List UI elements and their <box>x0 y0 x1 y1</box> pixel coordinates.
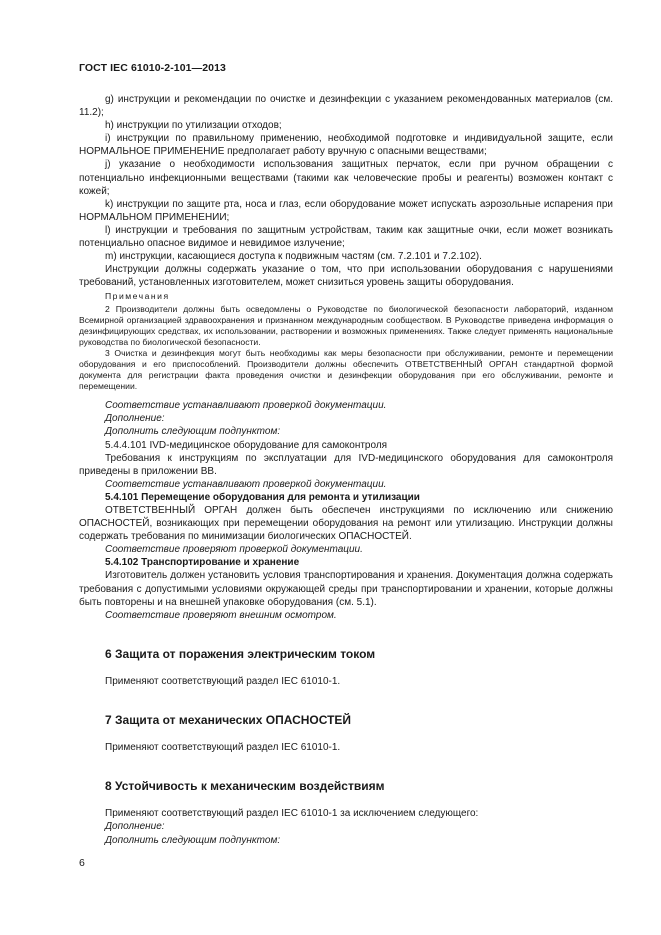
subclause-5-4-4-101-title: 5.4.4.101 IVD-медицинское оборудование для самоконтроля <box>105 439 388 451</box>
document-header: ГОСТ IEC 61010-2-101—2013 <box>79 62 226 74</box>
item-l: l) инструкции и требования по защитным устройствам, таким как защитные очки, если может возникать потенциально опасное видимое и невидимое излучение; <box>79 224 613 250</box>
item-k: k) инструкции по защите рта, носа и глаз, если оборудование может испускать аэрозольные испарения при НОРМАЛЬНОМ ПРИМЕНЕНИИ; <box>79 198 613 223</box>
subclause-5-4-4-101-text: Требования к инструкциям по эксплуатации для IVD-медицинского оборудования для самоконтроля приведены в приложении ВВ. <box>79 452 613 477</box>
note-2: 2 Производители должны быть осведомлены о Руководстве по биологической безопасности лабораторий, изданном Всемирной организацией здравоохранения и признанном международным сообществом. В Руководстве приведена информация о дезинфицирующих средствах, их использовании, растворении и возможных применениях. Также следует применять национальные руководства по биологической безопасности. <box>79 303 613 347</box>
section-8-addition-label: Дополнение: <box>105 821 165 833</box>
compliance-documentation-2: Соответствие устанавливают проверкой документации. <box>105 478 387 490</box>
item-m: m) инструкции, касающиеся доступа к подвижным частям (см. 7.2.101 и 7.2.102). <box>105 251 482 263</box>
section-6-text: Применяют соответствующий раздел IEC 61010-1. <box>105 675 341 687</box>
instructions-warning: Инструкции должны содержать указание о том, что при использовании оборудования с нарушениями требований, установленных изготовителем, может снизиться уровень защиты оборудования. <box>79 264 613 289</box>
addition-label: Дополнение: <box>105 413 165 425</box>
section-8-text: Применяют соответствующий раздел IEC 61010-1 за исключением следующего: <box>105 808 479 820</box>
document-content <box>79 93 613 847</box>
notes-block <box>79 291 613 392</box>
section-8-add-subclause: Дополнить следующим подпунктом: <box>105 834 281 846</box>
subclause-5-4-102-title: 5.4.102 Транспортирование и хранение <box>105 557 300 569</box>
note-3: 3 Очистка и дезинфекция могут быть необходимы как меры безопасности при обслуживании, ремонте и перемещении оборудования и его приспособлений. Производители должны обеспечить ОТВЕТСТВЕННЫЙ ОРГАН стандартной формой документа для регистрации факта проведения очистки и дезинфекции оборудования при его обслуживании, ремонте и перемещении. <box>79 347 613 392</box>
subclause-5-4-101-title: 5.4.101 Перемещение оборудования для ремонта и утилизации <box>105 491 420 503</box>
section-8-title: 8 Устойчивость к механическим воздействиям <box>105 779 385 794</box>
subclause-5-4-102-text: Изготовитель должен установить условия транспортирования и хранения. Документация должна содержать требования с допустимыми условиями окружающей среды при транспортировании и хранении, которые должны быть повторены и на внешней упаковке оборудования (см. 5.1). <box>79 570 613 608</box>
item-i: i) инструкции по правильному применению, необходимой подготовке и индивидуальной защите, если НОРМАЛЬНОЕ ПРИМЕНЕНИЕ предполагает работу вручную с опасными веществами; <box>79 133 613 158</box>
section-7-text: Применяют соответствующий раздел IEC 61010-1. <box>105 742 341 754</box>
compliance-visual-inspection: Соответствие проверяют внешним осмотром. <box>105 609 337 621</box>
notes-title: Примечания <box>105 291 170 302</box>
compliance-checked-documentation: Соответствие проверяют проверкой документации. <box>105 544 363 556</box>
page-number: 6 <box>79 857 85 869</box>
compliance-documentation: Соответствие устанавливают проверкой документации. <box>105 400 387 412</box>
section-7-title: 7 Защита от механических ОПАСНОСТЕЙ <box>105 713 352 728</box>
item-g: g) инструкции и рекомендации по очистке и дезинфекции с указанием рекомендованных материалов (см. 11.2); <box>79 94 613 119</box>
item-h: h) инструкции по утилизации отходов; <box>105 120 282 132</box>
item-j: j) указание о необходимости использования защитных перчаток, если при ручном обращении с потенциально инфекционными веществами (такими как человеческие пробы и реагенты) возможен контакт с кожей; <box>79 159 613 197</box>
add-subclause-label: Дополнить следующим подпунктом: <box>105 426 281 438</box>
section-6-title: 6 Защита от поражения электрическим током <box>105 646 376 661</box>
subclause-5-4-101-text: ОТВЕТСТВЕННЫЙ ОРГАН должен быть обеспечен инструкциями по исключению или снижению ОПАСНОСТЕЙ, возникающих при перемещении оборудования на ремонт или утилизацию. Инструкции должны содержать требования по минимизации биологических ОПАСНОСТЕЙ. <box>79 505 613 543</box>
